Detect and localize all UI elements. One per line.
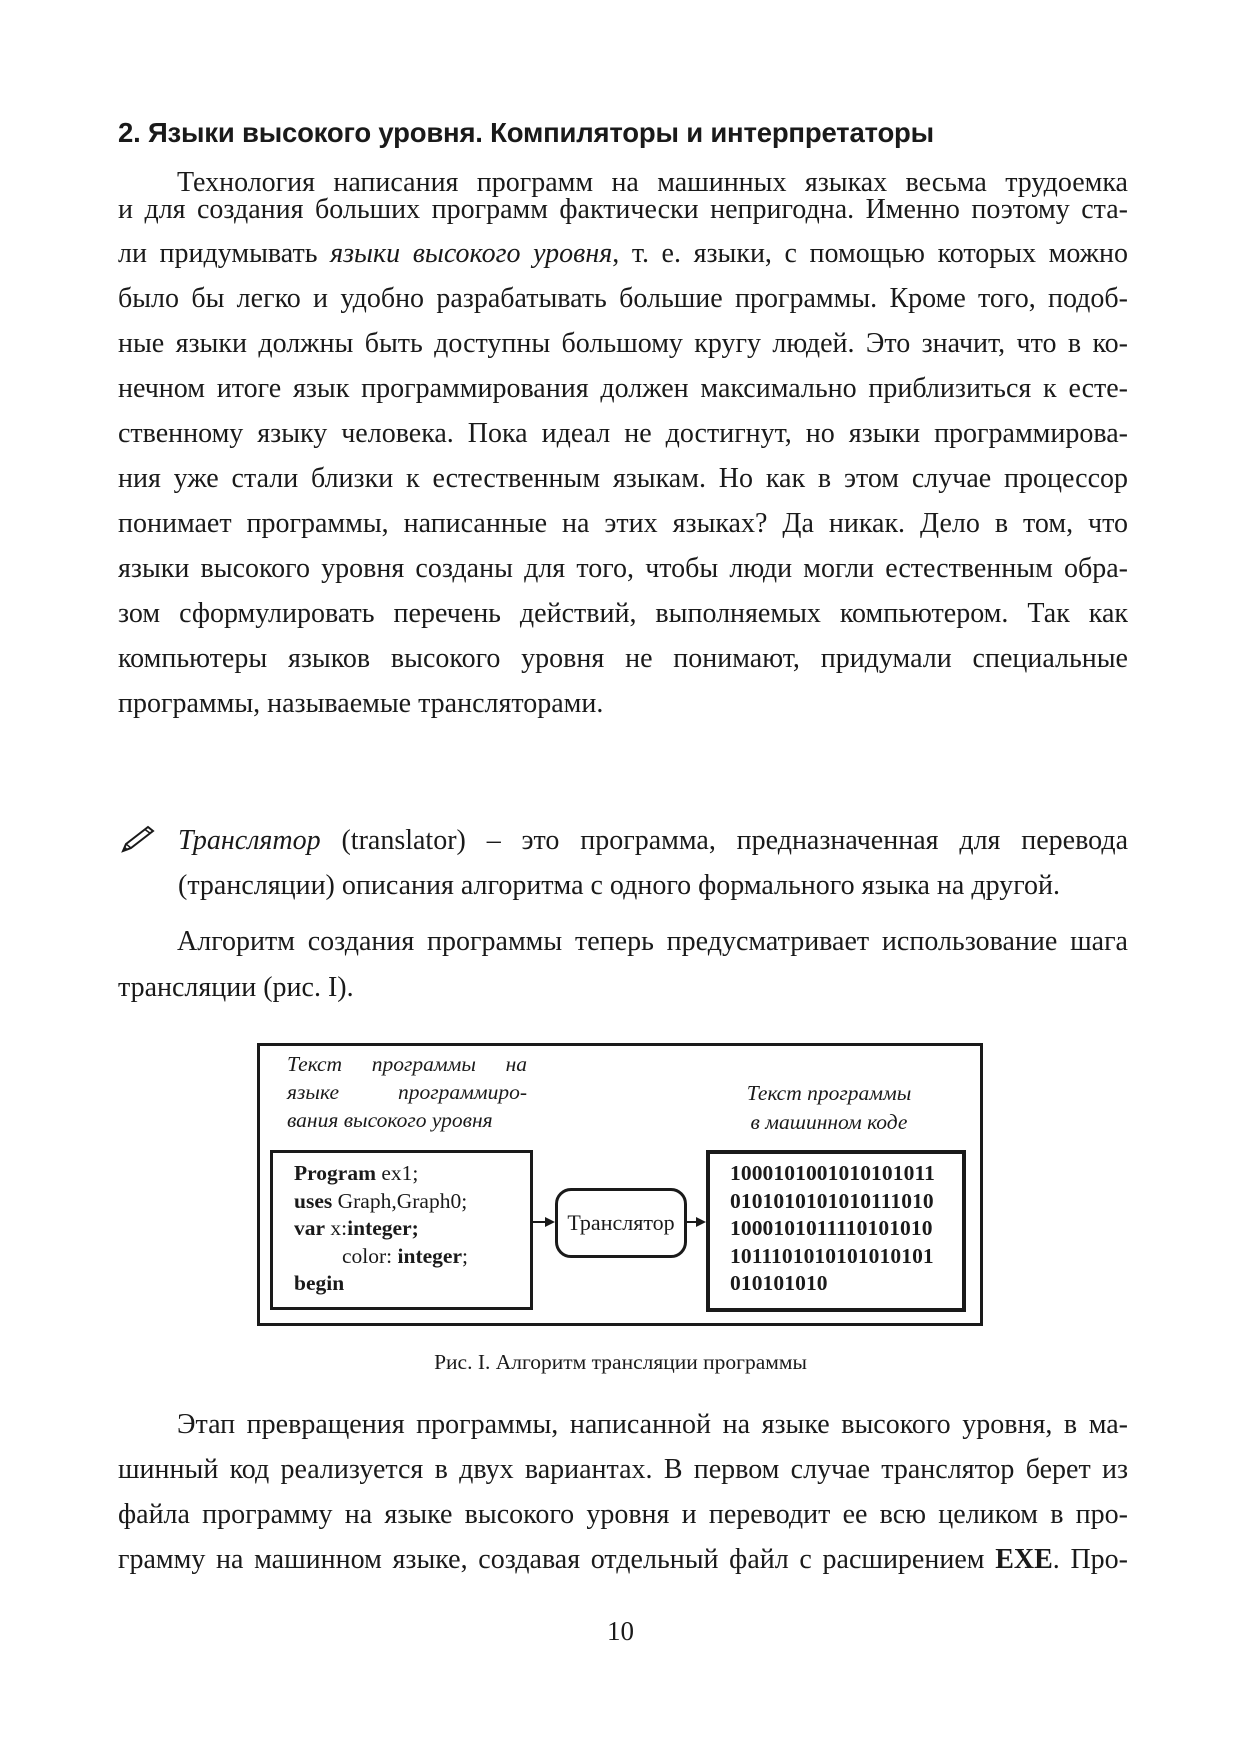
target-caption [720, 1079, 938, 1137]
keyword: var [294, 1216, 326, 1240]
page-number: 10 [607, 1616, 634, 1646]
code-line [294, 1243, 468, 1271]
code-text: x: [325, 1216, 348, 1240]
keyword: uses [294, 1188, 333, 1213]
paragraph-line: ственному языку человека. Пока идеал не достигнут, но языки программирова- [118, 418, 1128, 449]
source-caption [287, 1050, 527, 1134]
paragraph-line: Алгоритм создания программы теперь предусматривает использование шага [177, 926, 1128, 957]
paragraph-line: Этап превращения программы, написанной на языке высокого уровня, в ма- [177, 1409, 1128, 1440]
definition-line: (трансляции) описания алгоритма с одного формального языка на другой. [178, 870, 1060, 901]
text-span: . Про- [1052, 1544, 1129, 1575]
code-text: ; [462, 1243, 468, 1268]
source-code [294, 1160, 468, 1298]
caption-line: вания высокого уровня [287, 1108, 493, 1132]
caption-line: в машинном коде [750, 1110, 908, 1134]
keyword: Program [294, 1161, 376, 1185]
paragraph-line: Технология написания программ на машинных языках весьма трудоемка [177, 167, 1128, 198]
paragraph-line: программы, называемые трансляторами. [118, 688, 604, 719]
binary-line: 1000101011110101010 [730, 1216, 933, 1240]
code-text: Graph,Graph0; [332, 1188, 468, 1213]
code-text: ex1; [376, 1161, 419, 1185]
text-span: , т. е. языки, с помощью которых можно [612, 238, 1129, 269]
pencil-icon [120, 824, 156, 854]
paragraph-line: трансляции (рис. I). [118, 972, 354, 1003]
paragraph-line: языки высокого уровня созданы для того, чтобы люди могли естественным обра- [118, 553, 1128, 584]
section-heading: 2. Языки высокого уровня. Компиляторы и интерпретаторы [118, 117, 934, 148]
paragraph-line: зом сформулировать перечень действий, выполняемых компьютером. Так как [118, 598, 1128, 629]
definition-line [178, 824, 1128, 858]
machine-code [730, 1160, 935, 1298]
text-span: ли придумывать [118, 238, 318, 269]
paragraph-line: и для создания больших программ фактически непригодна. Именно поэтому ста- [118, 194, 1128, 225]
paragraph-line: шинный код реализуется в двух вариантах. В первом случае транслятор берет из [118, 1454, 1128, 1485]
definition-text: (translator) – это программа, предназначенная для перевода [320, 825, 1128, 856]
paragraph-line [118, 237, 1128, 271]
text-span: грамму на машинном языке, создавая отдельный файл с расширением [118, 1544, 985, 1575]
bold-term: EXE [995, 1544, 1053, 1575]
paragraph-line: было бы легко и удобно разрабатывать большие программы. Кроме того, подоб- [118, 283, 1128, 314]
keyword: begin [294, 1271, 345, 1295]
code-line [294, 1188, 468, 1216]
paragraph-line: нечном итоге язык программирования должен максимально приблизиться к есте- [118, 373, 1128, 404]
code-line [294, 1270, 468, 1298]
paragraph-line: компьютеры языков высокого уровня не понимают, придумали специальные [118, 643, 1128, 674]
paragraph-line: файла программу на языке высокого уровня и переводит ее всю целиком в про- [118, 1499, 1128, 1530]
figure-caption: Рис. I. Алгоритм трансляции программы [434, 1350, 807, 1374]
translator-label: Транслятор [567, 1210, 675, 1235]
paragraph-line: ния уже стали близки к естественным языкам. Но как в этом случае процессор [118, 463, 1128, 494]
emphasized-term: языки высокого уровня [330, 238, 613, 269]
caption-line: Текст программы на [287, 1052, 527, 1076]
caption-line: Текст программы [746, 1081, 912, 1105]
paragraph-line [118, 1543, 1128, 1577]
definition-term: Транслятор [178, 825, 321, 856]
code-line [294, 1215, 468, 1243]
code-line [294, 1160, 468, 1188]
caption-line: языке программиро- [287, 1080, 527, 1104]
keyword: integer; [347, 1216, 419, 1240]
binary-line: 0101010101010111010 [730, 1188, 934, 1213]
binary-line: 1011101010101010101 [730, 1243, 934, 1268]
code-text: color: [342, 1243, 398, 1268]
binary-line: 1000101001010101011 [730, 1161, 935, 1185]
keyword: integer [397, 1243, 462, 1268]
paragraph-line: понимает программы, написанные на этих языках? Да никак. Дело в том, что [118, 508, 1128, 539]
paragraph-line: ные языки должны быть доступны большому кругу людей. Это значит, что в ко- [118, 328, 1128, 359]
translator-box [555, 1188, 687, 1258]
binary-line: 010101010 [730, 1271, 828, 1295]
